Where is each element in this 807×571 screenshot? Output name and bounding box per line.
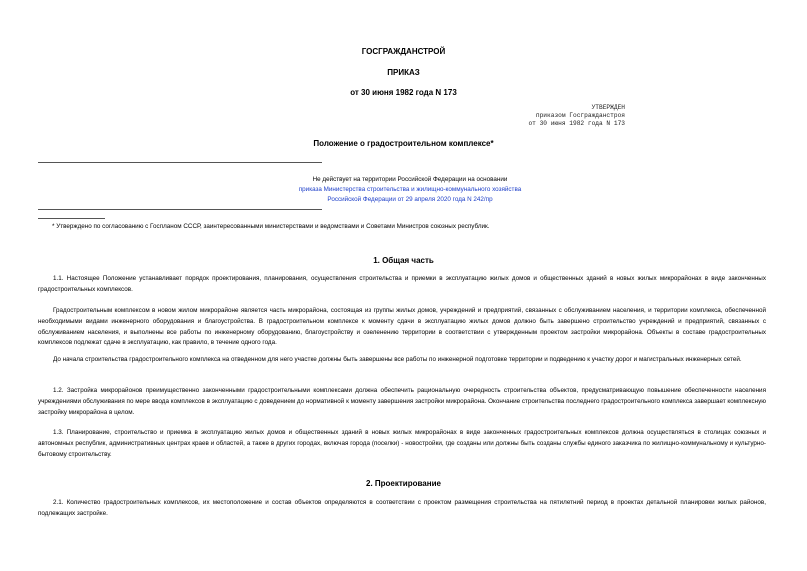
paragraph-1-1: 1.1. Настоящее Положение устанавливает порядок проектирования, планирования, осуществления строительства и приемки в эксплуатацию жилых домов и общественных зданий в новых жилых микрорайонах в виде законченных градостроительных комплексов.	[38, 275, 766, 293]
order-date: от 30 июня 1982 года N 173	[350, 88, 457, 97]
paragraph-2-1: 2.1. Количество градостроительных комплексов, их местоположение и состав объектов определяются в соответствии с проектом размещения строительства на пятилетний период в проектах детальной планировки жилых районов, подлежащих застройке.	[38, 499, 766, 517]
notice-text: Не действует на территории Российской Федерации на основании	[312, 176, 508, 183]
notice-link-line-2[interactable]: Российской Федерации от 29 апреля 2020 года N 242/пр	[327, 196, 493, 203]
notice-link-line-1[interactable]: приказа Министерства строительства и жилищно-коммунального хозяйства	[298, 186, 522, 193]
section-1-heading: 1. Общая часть	[373, 256, 434, 265]
doc-type: ПРИКАЗ	[387, 68, 420, 77]
org-name: ГОСГРАЖДАНСТРОЙ	[361, 47, 446, 56]
document-title: Положение о градостроительном комплексе*	[313, 139, 494, 148]
paragraph-1-1-b: Градостроительным комплексом в новом жилом микрорайоне является часть микрорайона, состоящая из группы жилых домов, учреждений и предприятий, связанных с обслуживанием населения, и территории комплекса, обеспеченной необходимыми видами инженерного оборудования и благоустройства. В градостроительном комплексе к моменту сдачи в эксплуатацию жилых домов должно быть завершено строительство учреждений и предприятий, связанных с обслуживанием населения, и выполнены все работы по инженерному оборудованию, благоустройству и озеленению территории в соответствии с утвержденным проектом застройки микрорайона. Объекты в составе градостроительных комплексов подлежат сдаче в эксплуатацию, как правило, в течение одного года.	[38, 307, 766, 347]
approval-line-3: от 30 июня 1982 года N 173	[528, 120, 625, 127]
paragraph-1-2: 1.2. Застройка микрорайонов преимущественно законченными градостроительными комплексами должна обеспечить рациональную очередность строительства объектов, предусматривающую повышение обеспеченности населения учреждениями обслуживания по мере ввода комплексов в эксплуатацию с доведением до нормативной к моменту завершения застройки микрорайона. Окончание строительства последнего градостроительного комплекса завершает комплексную застройку микрорайона в целом.	[38, 387, 766, 416]
divider-bottom	[38, 209, 322, 210]
status-notice	[240, 175, 580, 205]
section-2-heading: 2. Проектирование	[366, 479, 441, 488]
divider-top	[38, 162, 322, 163]
footnote: * Утверждено по согласованию с Госпланом СССР, заинтересованными министерствами и ведомствами и Советами Министров союзных республик.	[52, 223, 490, 230]
paragraph-1-1-c: До начала строительства градостроительного комплекса на отведенном для него участке должны быть завершены все работы по инженерной подготовке территории и подведению к участку дорог и магистральных инженерных сетей.	[53, 356, 742, 363]
approval-line-2: приказом Госгражданстроя	[535, 112, 625, 119]
approval-stamp	[480, 104, 625, 128]
footnote-separator	[38, 218, 105, 219]
approval-line-1: УТВЕРЖДЕН	[591, 104, 625, 111]
paragraph-1-3: 1.3. Планирование, строительство и приемка в эксплуатацию жилых домов и общественных зданий в новых жилых микрорайонах в виде законченных градостроительных комплексов должна осуществляться в столицах союзных и автономных республик, административных центрах краев и областей, а также в других городах, включая города (поселки) - новостройки, где созданы или должны быть созданы службы единого заказчика по жилищно-коммунальному и культурно-бытовому строительству.	[38, 429, 766, 458]
